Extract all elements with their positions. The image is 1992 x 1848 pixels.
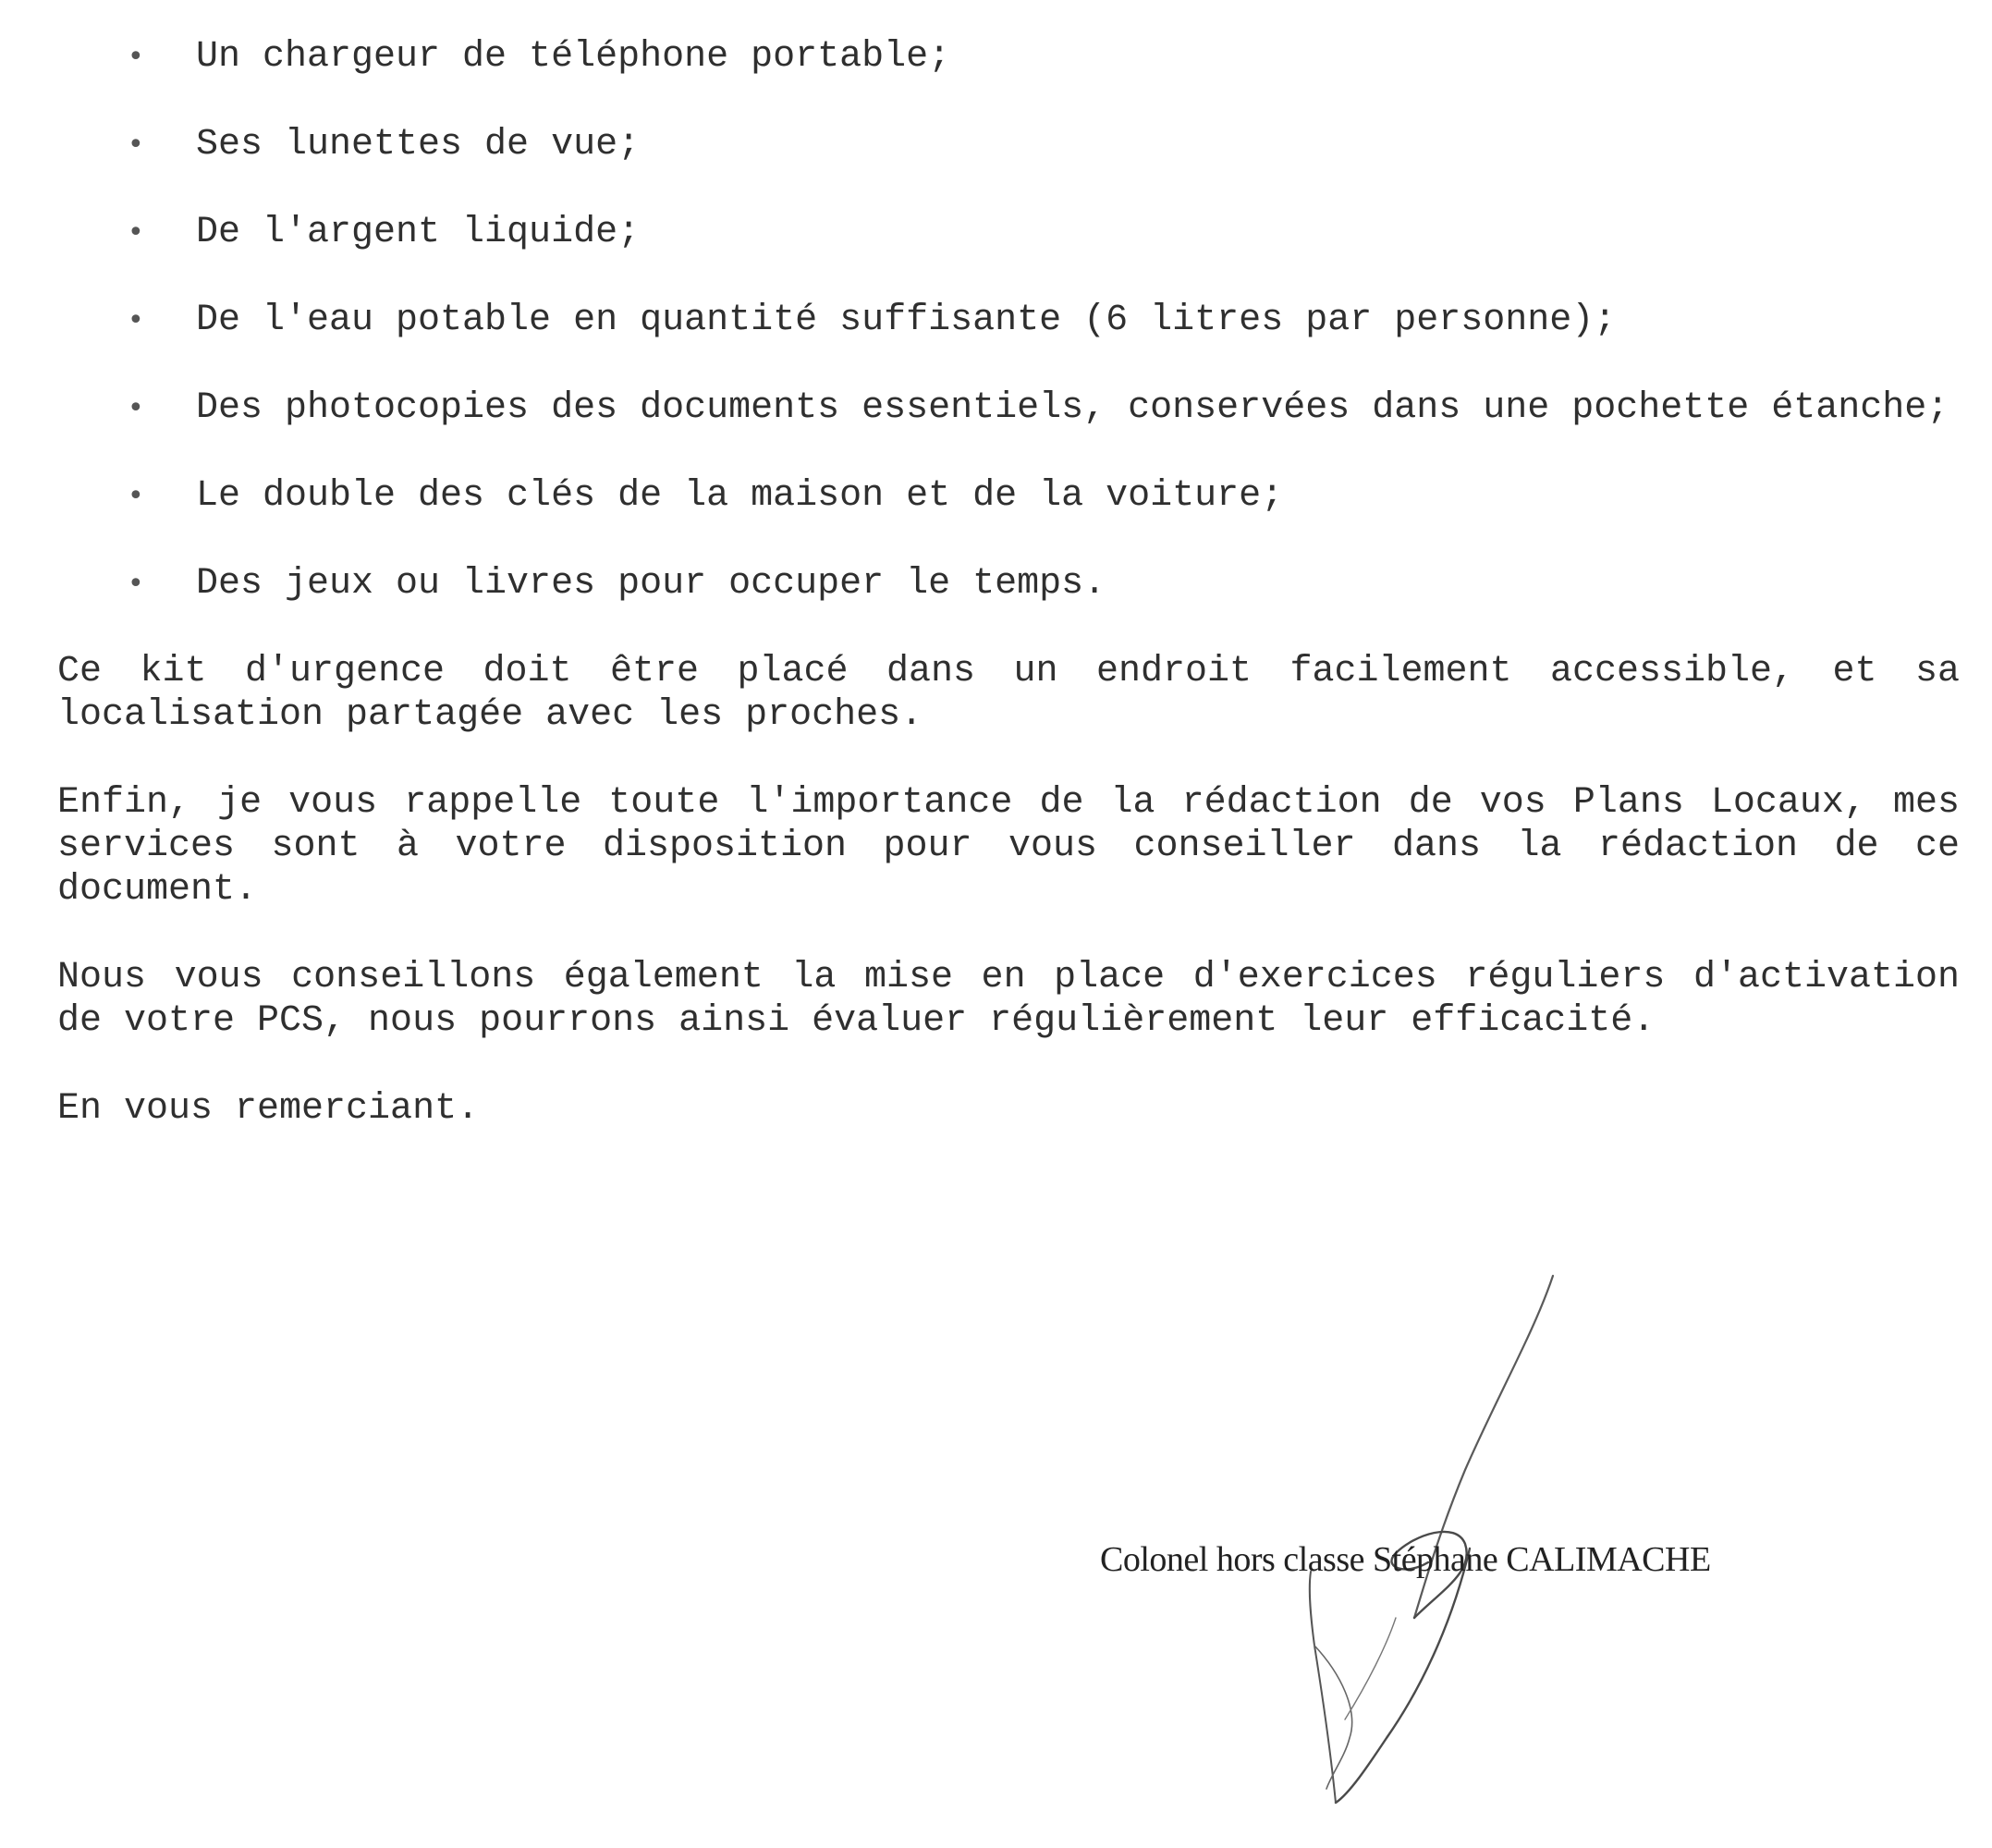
list-item [57, 299, 1960, 342]
list-item [57, 386, 1960, 430]
list-item-text: De l'eau potable en quantité suffisante (6 litres par personne); [196, 300, 1617, 341]
bullet-icon: • [128, 129, 144, 161]
bullet-icon: • [128, 41, 144, 73]
list-item-text: Des jeux ou livres pour occuper le temps. [196, 563, 1106, 605]
paragraph-exercises: Nous vous conseillons également la mise en place d'exercices réguliers d'activation de votre PCS, nous pourrons ainsi évaluer régulièrement leur efficacité. [57, 957, 1960, 1042]
bullet-icon: • [128, 304, 144, 337]
list-item [57, 35, 1960, 79]
list-item [57, 211, 1960, 254]
signatory-name: Colonel hors classe Stéphane CALIMACHE [1100, 1540, 1711, 1579]
paragraph-closing: En vous remerciant. [57, 1088, 480, 1130]
list-item [57, 562, 1960, 606]
bullet-icon: • [128, 480, 144, 512]
handwritten-signature-icon [1257, 1257, 1590, 1812]
bullet-icon: • [128, 568, 144, 600]
list-item-text: Ses lunettes de vue; [196, 124, 641, 165]
list-item-text: Un chargeur de téléphone portable; [196, 36, 951, 78]
list-item-text: De l'argent liquide; [196, 212, 641, 253]
emergency-kit-list [57, 35, 1960, 606]
paragraph-local-plans: Enfin, je vous rappelle toute l'importance de la rédaction de vos Plans Locaux, mes services sont à votre disposition pour vous conseiller dans la rédaction de ce document. [57, 782, 1960, 911]
list-item [57, 474, 1960, 518]
list-item-text: Le double des clés de la maison et de la voiture; [196, 475, 1284, 517]
list-item-text: Des photocopies des documents essentiels, conservées dans une pochette étanche; [196, 387, 1949, 429]
bullet-icon: • [128, 216, 144, 249]
bullet-icon: • [128, 392, 144, 424]
letter-body [57, 35, 1960, 1175]
list-item [57, 123, 1960, 166]
paragraph-kit-location: Ce kit d'urgence doit être placé dans un endroit facilement accessible, et sa localisation partagée avec les proches. [57, 651, 1960, 736]
